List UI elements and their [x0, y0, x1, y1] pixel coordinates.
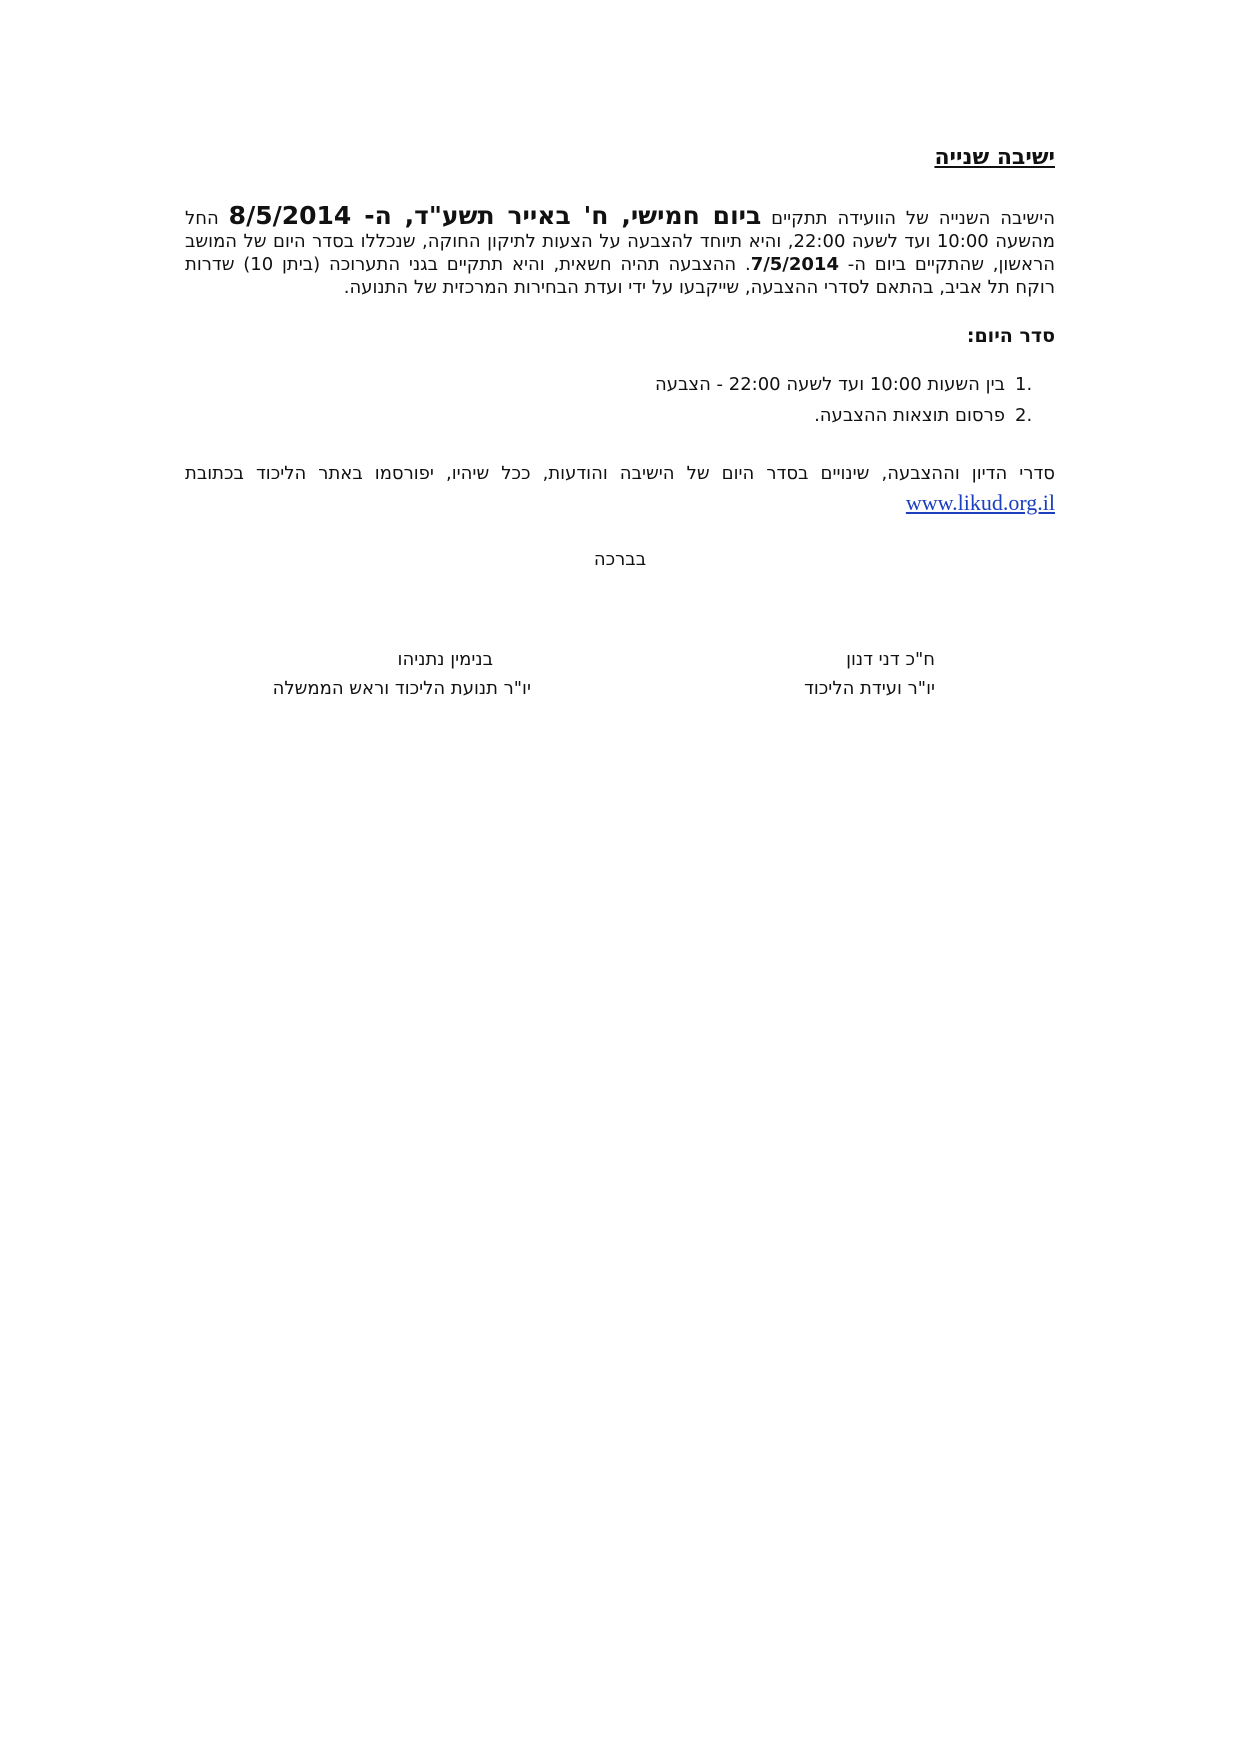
page-title: ישיבה שנייה [934, 145, 1055, 170]
agenda-title: סדר היום: [966, 325, 1055, 347]
agenda-item [185, 400, 1047, 431]
main-paragraph [185, 201, 1055, 299]
signature-block [185, 645, 1055, 705]
document-body [185, 145, 1055, 570]
first-session-date: 7/5/2014 [750, 254, 839, 275]
agenda-item-number: 1. [1015, 374, 1033, 395]
paragraph-body-end: . ההצבעה תהיה חשאית, והיא תתקיים בגני התערוכה (ביתן 10) שדרות רוקח תל אביב, בהתאם לסדרי ההצבעה, שייקבעו על ידי ועדת הבחירות המרכזית של התנועה. [185, 254, 1055, 298]
paragraph-body: החל מהשעה 10:00 ועד לשעה 22:00, והיא תיוחד להצבעה על הצעות לתיקון החוקה, שנכללו בסדר היום של המושב הראשון, שהתקיים ביום ה- [185, 208, 1055, 275]
signer-role: יו"ר תנועת הליכוד וראש הממשלה [272, 678, 531, 699]
signature-netanyahu [273, 645, 531, 703]
meeting-day: ביום חמישי, ח' באייר תשע"ד, ה- [364, 201, 762, 230]
signature-danon [804, 645, 935, 703]
agenda-item-text: פרסום תוצאות ההצבעה. [814, 405, 1005, 426]
agenda-item [185, 369, 1047, 400]
signer-name: ח"כ דני דנון [846, 649, 935, 670]
closing-text: סדרי הדיון וההצבעה, שינויים בסדר היום של הישיבה והודעות, ככל שיהיו, יפורסמו באתר הליכוד בכתובת [185, 463, 1055, 484]
blessing: בברכה [593, 549, 647, 570]
closing-paragraph [185, 459, 1055, 519]
agenda-item-number: 2. [1015, 405, 1033, 426]
agenda-list [185, 369, 1055, 431]
agenda-item-text: בין השעות 10:00 ועד לשעה 22:00 - הצבעה [654, 374, 1005, 395]
signer-name: בנימין נתניהו [397, 649, 493, 670]
likud-website-link[interactable]: www.likud.org.il [905, 490, 1055, 515]
signer-role: יו"ר ועידת הליכוד [804, 678, 935, 699]
paragraph-intro: הישיבה השנייה של הוועידה תתקיים [761, 208, 1055, 229]
meeting-date: 8/5/2014 [228, 201, 365, 230]
